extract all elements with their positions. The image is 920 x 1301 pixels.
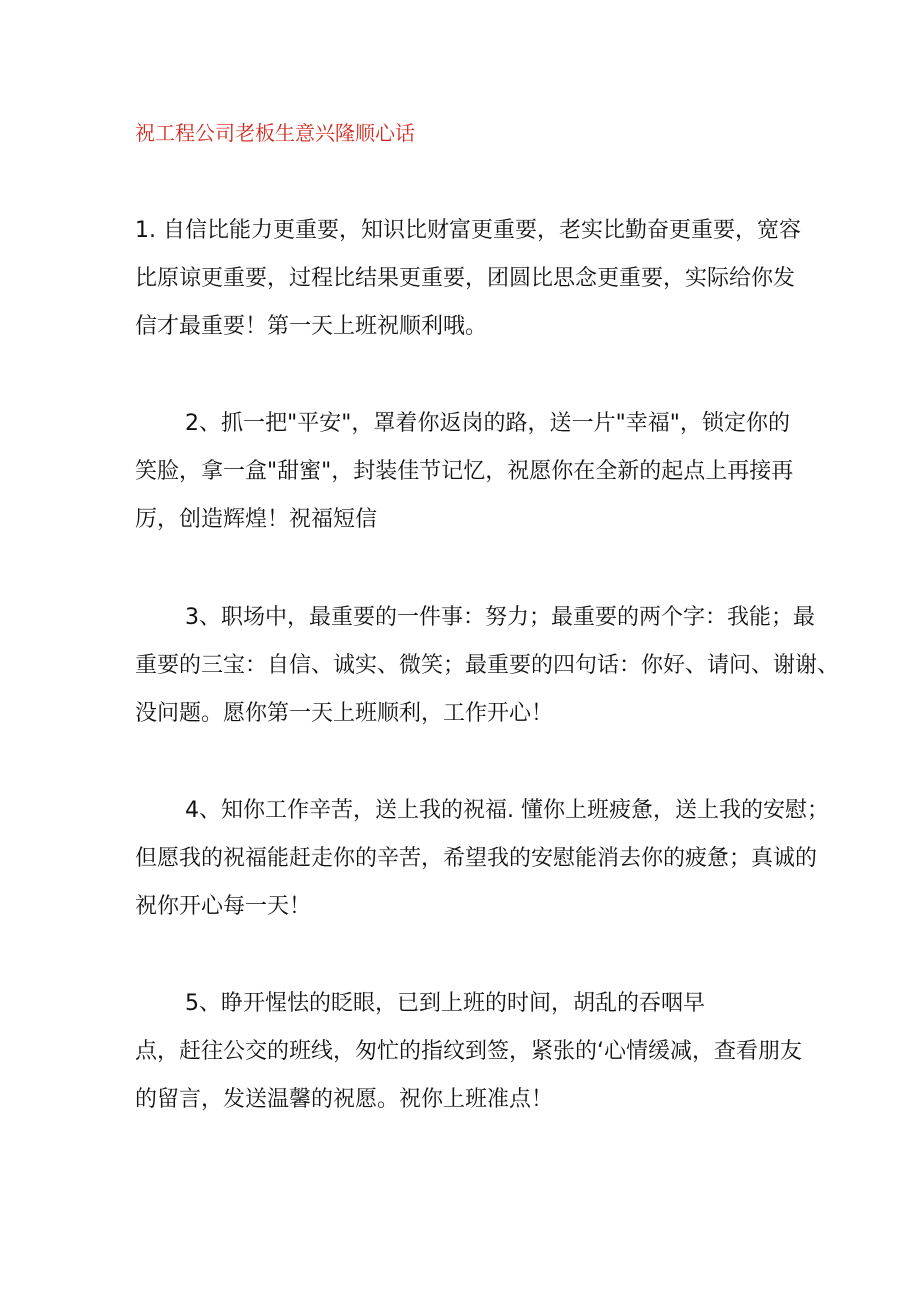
paragraph-line: 4、知你工作辛苦，送上我的祝福. 懂你上班疲惫，送上我的安慰； [185,798,829,823]
paragraph-4 [135,787,829,931]
paragraph-line: 5、睁开惺怯的眨眼，已到上班的时间，胡乱的吞咽早 [185,991,705,1016]
paragraph-line: 点，赶往公交的班线，匆忙的指纹到签，紧张的‘心情缓减，查看朋友 [135,1039,802,1064]
paragraph-line: 3、职场中，最重要的一件事：努力；最重要的两个字：我能；最 [185,605,815,630]
paragraph-line: 笑脸，拿一盒"甜蜜"，封装佳节记忆，祝愿你在全新的起点上再接再 [135,459,794,484]
paragraph-3 [135,594,840,738]
paragraph-line: 重要的三宝：自信、诚实、微笑；最重要的四句话：你好、请问、谢谢、 [135,653,840,678]
paragraph-line: 信才最重要！第一天上班祝顺利哦。 [135,314,488,339]
paragraph-line: 祝你开心每一天！ [135,894,312,919]
document-title: 祝工程公司老板生意兴隆顺心话 [135,121,415,145]
paragraph-line: 但愿我的祝福能赶走你的辛苦，希望我的安慰能消去你的疲惫；真诚的 [135,846,818,871]
paragraph-line: 没问题。愿你第一天上班顺利，工作开心！ [135,701,554,726]
paragraph-line: 1. 自信比能力更重要，知识比财富更重要，老实比勤奋更重要，宽容 [135,218,801,243]
paragraph-line: 的留言，发送温馨的祝愿。祝你上班准点！ [135,1087,554,1112]
paragraph-1 [135,207,801,351]
paragraph-line: 比原谅更重要，过程比结果更重要，团圆比思念更重要，实际给你发 [135,266,796,291]
paragraph-line: 2、抓一把"平安"，罩着你返岗的路，送一片"幸福"，锁定你的 [185,411,790,436]
paragraph-5 [135,980,802,1124]
paragraph-2 [135,400,794,544]
paragraph-line: 厉，创造辉煌！祝福短信 [135,507,378,532]
